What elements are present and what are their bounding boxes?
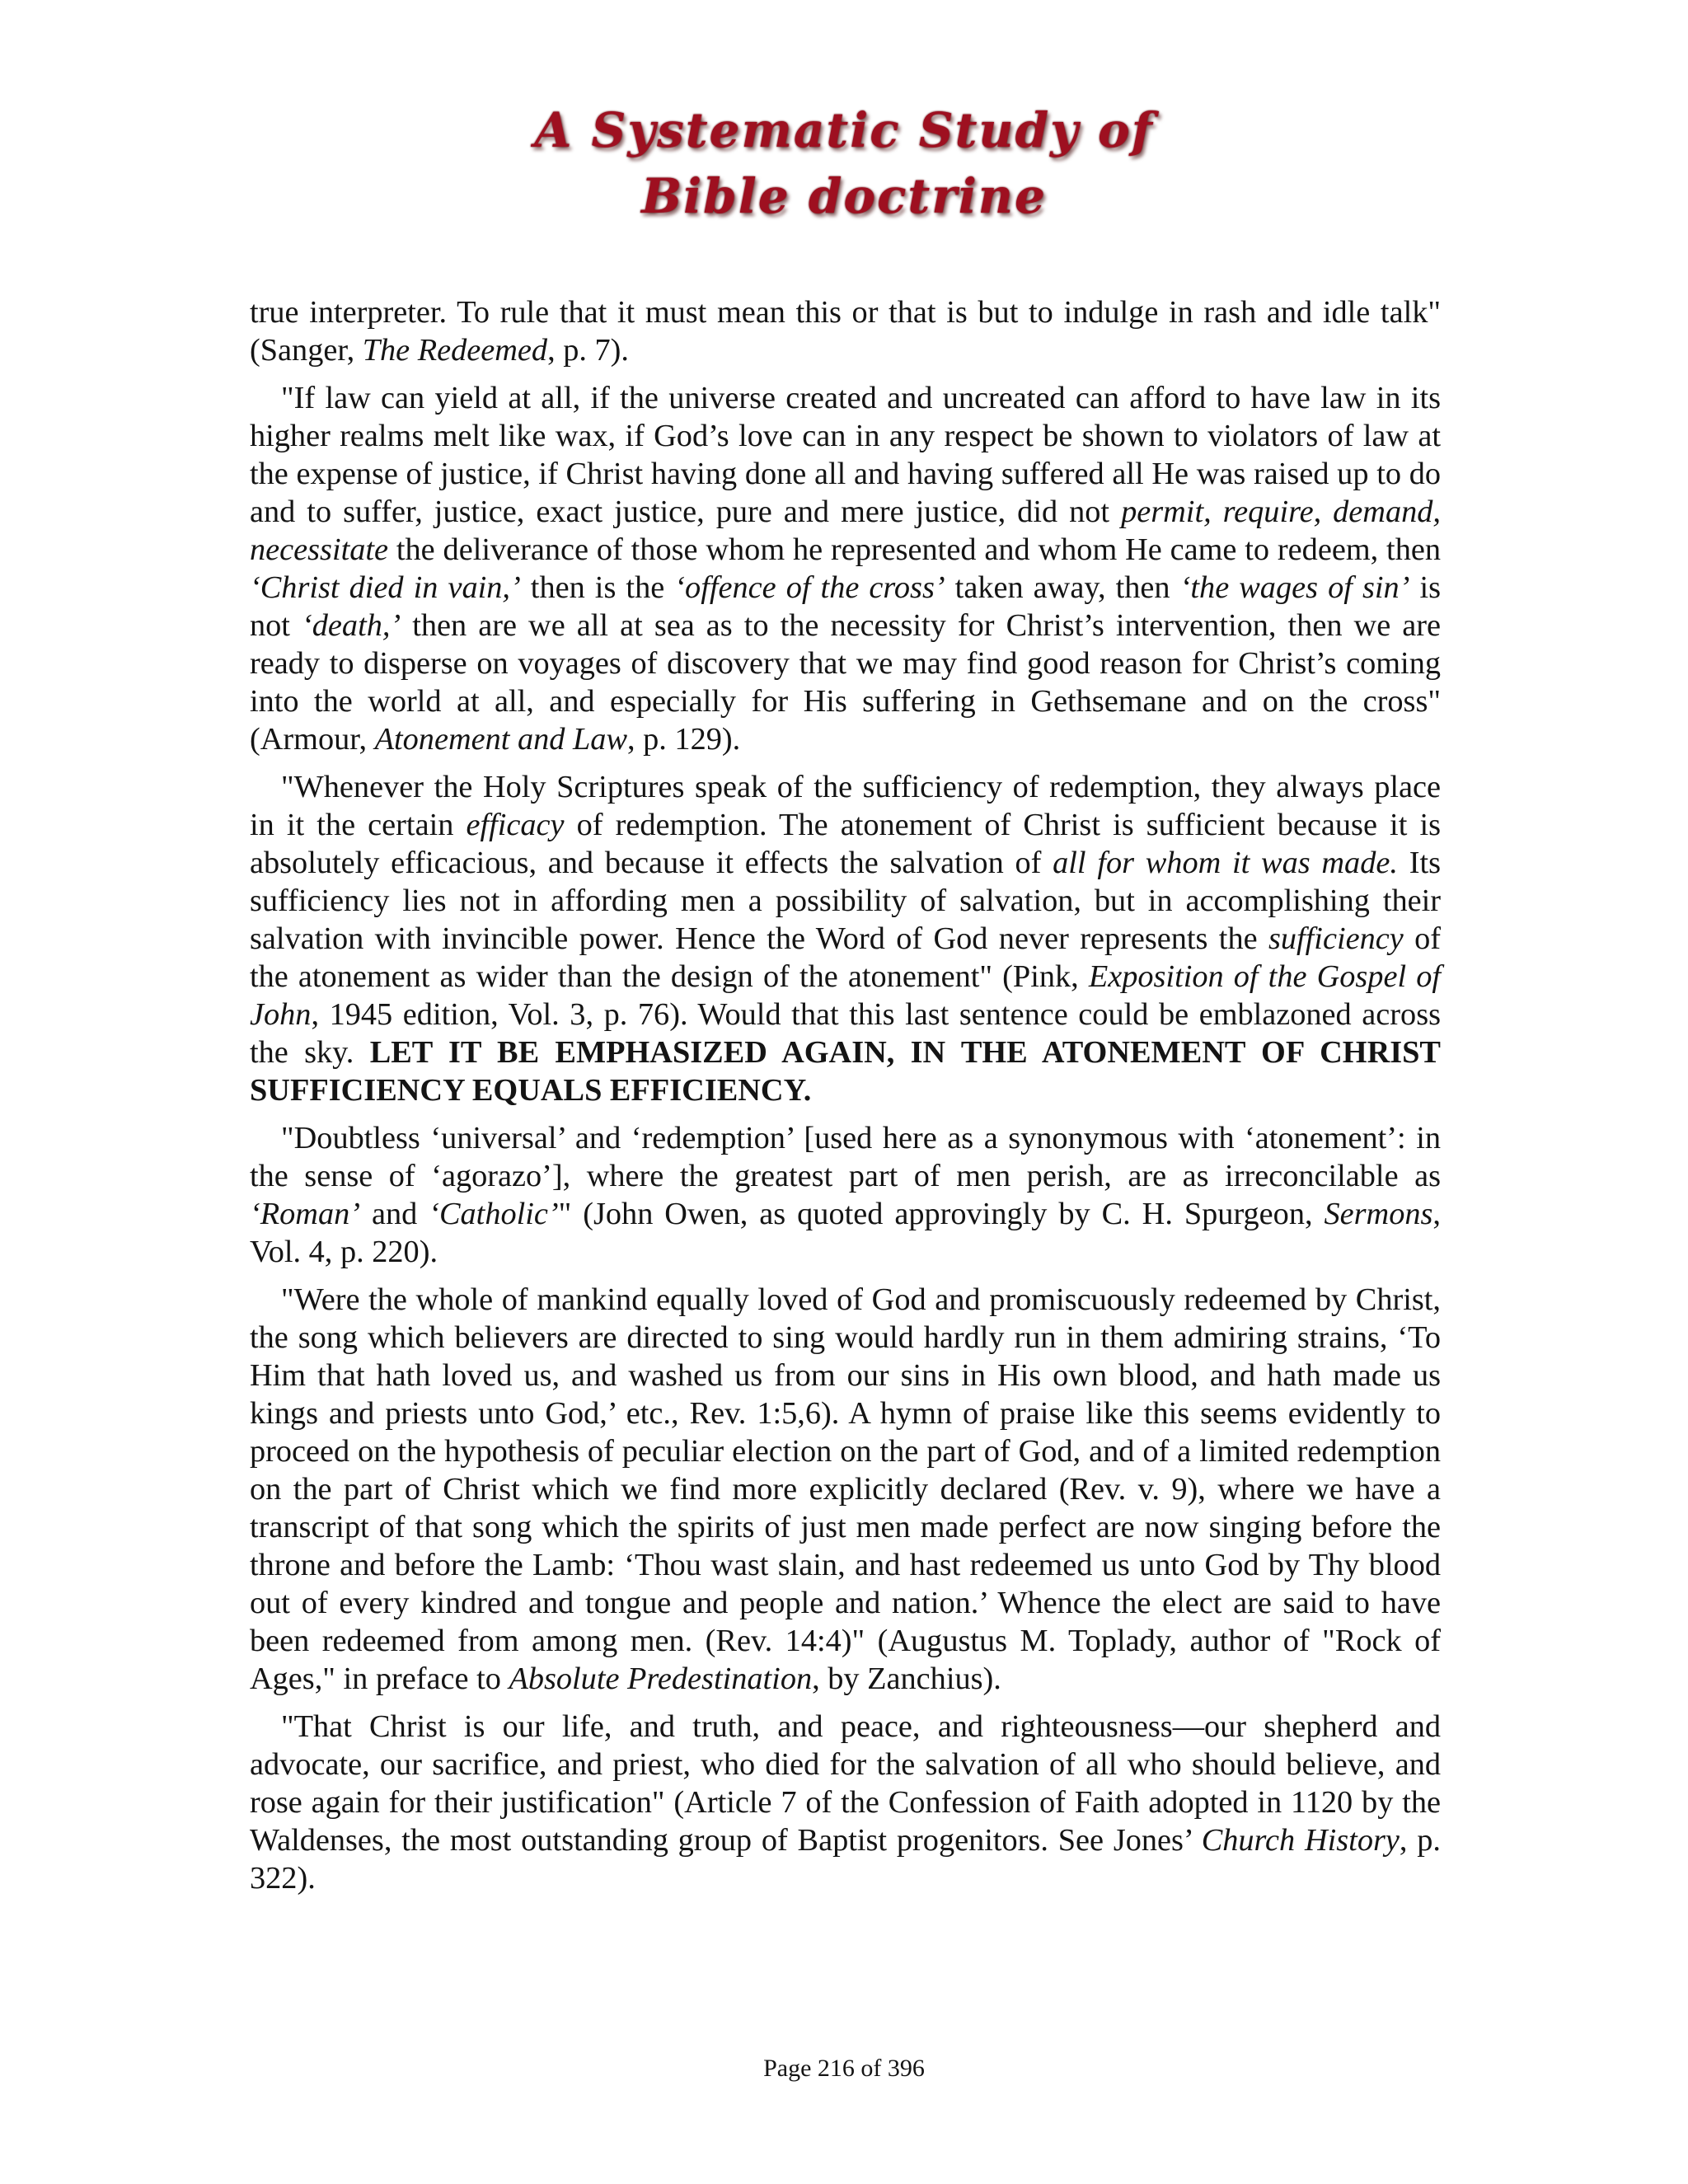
paragraph-2 (250, 379, 1441, 758)
page-body (250, 293, 1441, 1907)
text-run: , p. 322). (250, 1823, 1441, 1896)
text-run: of the atonement as wider than the design of the atonement" (Pink, (250, 921, 1441, 994)
text-run: , p. 7). (547, 333, 629, 368)
text-run: , p. 129). (626, 722, 741, 757)
text-run: , Vol. 4, p. 220). (250, 1197, 1441, 1269)
title-line-1: A Systematic Study of (534, 102, 1154, 158)
text-run: of redemption. The atonement of Christ is sufficient because it is absolutely efficacious, and because it effects the salvation of (250, 808, 1441, 880)
text-run: Church History (1201, 1823, 1400, 1858)
page-number: Page 216 of 396 (763, 2055, 925, 2082)
text-run: then are we all at sea as to the necessity for Christ’s intervention, then we are ready to disperse on voyages of discovery that we may find good reason for Christ’s coming into the world at all, and especially for His suffering in Gethsemane and on the cross" (Armour, (250, 608, 1442, 757)
text-run: , 1945 edition, Vol. 3, p. 76). Would that this last sentence could be emblazoned across the sky. (250, 997, 1441, 1070)
text-run: Absolute Predestination (509, 1661, 813, 1696)
text-run: "Doubtless ‘universal’ and ‘redemption’ [used here as a synonymous with ‘atonement’: in the sense of ‘agorazo’], where the greatest part of men perish, are as irreconcilable as (250, 1121, 1441, 1193)
text-run: ‘death,’ (302, 608, 401, 643)
text-run: Sermons (1324, 1197, 1433, 1231)
text-run: efficacy (466, 808, 565, 842)
text-run: "If law can yield at all, if the universe created and uncreated can afford to have law in its higher realms melt like wax, if God’s love can in any respect be shown to violators of law at the expense of justice, if Christ having done all and having suffered all He was raised up to do and to suffer, justice, exact justice, pure and mere justice, did not (250, 381, 1441, 529)
paragraph-3 (250, 768, 1441, 1109)
paragraph-1 (250, 293, 1441, 369)
text-run: " (John Owen, as quoted approvingly by C. H. Spurgeon, (558, 1197, 1325, 1231)
text-run: true interpreter. To rule that it must mean this or that is but to indulge in rash and idle talk" (Sanger, (250, 295, 1441, 368)
text-run: "That Christ is our life, and truth, and peace, and righteousness—our shepherd and advocate, our sacrifice, and priest, who died for the salvation of all who should believe, and rose again for their justification" (Article 7 of the Confession of Faith adopted in 1120 by the Waldenses, the most outstanding group of Baptist progenitors. See Jones’ (250, 1709, 1441, 1858)
text-run: "Were the whole of mankind equally loved of God and promiscuously redeemed by Christ, the song which believers are directed to sing would hardly run in them admiring strains, ‘To Him that hath loved us, and washed us from our sins in His own blood, and hath made us kings and priests unto God,’ etc., Rev. 1:5,6). A hymn of praise like this seems evidently to proceed on the hypothesis of peculiar election on the part of God, and of a limited redemption on the part of Christ which we find more explicitly declared (Rev. v. 9), where we have a transcript of that song which the spirits of just men made perfect are now singing before the throne and before the Lamb: ‘Thou wast slain, and hast redeemed us unto God by Thy blood out of every kindred and tongue and people and nation.’ Whence the elect are said to have been redeemed from among men. (Rev. 14:4)" (Augustus M. Toplady, author of "Rock of Ages," in preface to (250, 1282, 1441, 1696)
text-run: Exposition of the Gospel of John (250, 959, 1442, 1032)
text-run: ‘Christ died in vain,’ (250, 570, 521, 605)
text-run: Its sufficiency lies not in affording men a possibility of salvation, but in accomplishing their salvation with invincible power. Hence the Word of God never represents the (250, 846, 1441, 956)
paragraph-4 (250, 1119, 1441, 1271)
paragraph-5 (250, 1281, 1441, 1698)
text-run: Atonement and Law (374, 722, 627, 757)
text-run: and (360, 1197, 429, 1231)
text-run: all for whom it was made. (1053, 846, 1398, 880)
text-run: LET IT BE EMPHASIZED AGAIN, IN THE ATONEMENT OF CHRIST SUFFICIENCY EQUALS EFFICIENCY. (250, 1035, 1441, 1108)
text-run: , by Zanchius). (812, 1661, 1001, 1696)
title-line-2: Bible doctrine (641, 168, 1047, 224)
paragraph-6 (250, 1708, 1441, 1897)
text-run: The Redeemed (362, 333, 548, 368)
text-run: the deliverance of those whom he represented and whom He came to redeem, then (388, 532, 1441, 567)
text-run: ‘Roman’ (250, 1197, 361, 1231)
text-run: "Whenever the Holy Scriptures speak of the sufficiency of redemption, they always place in it the certain (250, 770, 1441, 842)
text-run: permit, require, demand, necessitate (250, 494, 1441, 567)
text-run: ‘Catholic’ (429, 1197, 559, 1231)
text-run: ‘offence of the cross’ (674, 570, 945, 605)
text-run: then is the (520, 570, 675, 605)
text-run: ‘the wages of sin’ (1179, 570, 1410, 605)
text-run: sufficiency (1268, 921, 1404, 956)
text-run: is not (250, 570, 1442, 643)
text-run: taken away, then (945, 570, 1180, 605)
document-title-logo (0, 97, 1688, 229)
